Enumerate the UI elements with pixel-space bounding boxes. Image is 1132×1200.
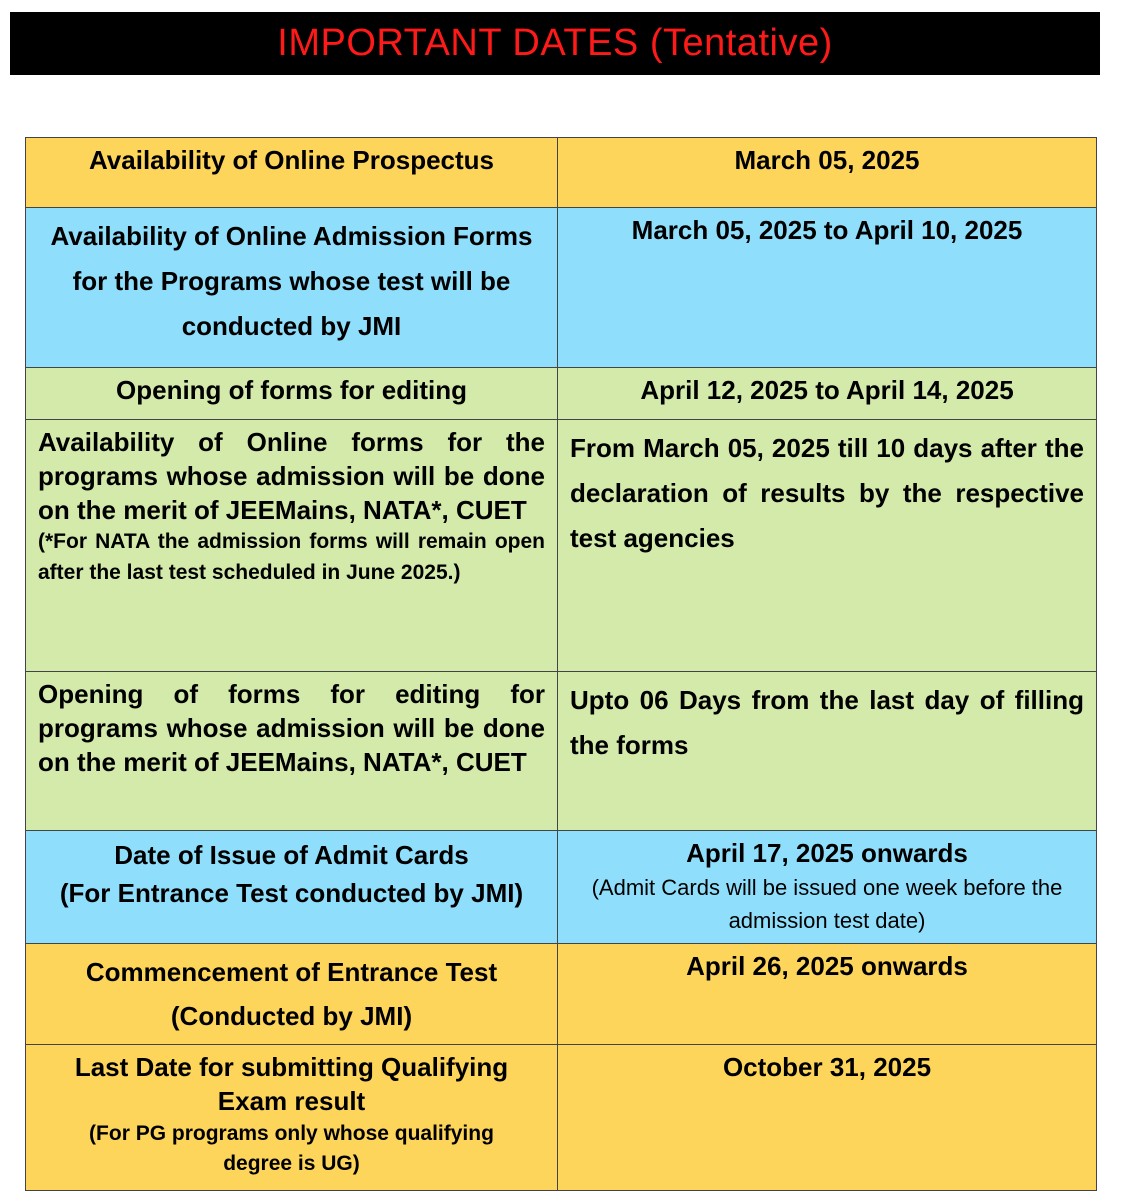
date-cell: March 05, 2025 <box>558 138 1097 208</box>
event-cell: Availability of Online Admission Forms for the Programs whose test will be conducted by JMI <box>26 208 558 368</box>
event-cell: Availability of Online Prospectus <box>26 138 558 208</box>
event-cell: Last Date for submitting Qualifying Exam result (For PG programs only whose qualifying degree is UG) <box>26 1045 558 1191</box>
page-title: IMPORTANT DATES (Tentative) <box>277 22 833 64</box>
event-cell: Commencement of Entrance Test (Conducted by JMI) <box>26 943 558 1044</box>
important-dates-table <box>25 137 1097 1191</box>
table-row <box>26 208 1097 368</box>
date-cell: April 12, 2025 to April 14, 2025 <box>558 368 1097 420</box>
date-cell: From March 05, 2025 till 10 days after the declaration of results by the respective test agencies <box>558 420 1097 672</box>
event-note: (For PG programs only whose qualifying degree is UG) <box>89 1121 494 1176</box>
table-row <box>26 138 1097 208</box>
date-cell: April 26, 2025 onwards <box>558 943 1097 1044</box>
event-cell: Availability of Online forms for the programs whose admission will be done on the merit of JEEMains, NATA*, CUET (*For NATA the admission forms will remain open after the last test scheduled in June 2025.) <box>26 420 558 672</box>
event-cell: Opening of forms for editing for programs whose admission will be done on the merit of JEEMains, NATA*, CUET <box>26 672 558 831</box>
event-cell: Opening of forms for editing <box>26 368 558 420</box>
event-subtext: (For Entrance Test conducted by JMI) <box>59 877 524 908</box>
table-row <box>26 1045 1097 1191</box>
table-row <box>26 943 1097 1044</box>
date-cell: October 31, 2025 <box>558 1045 1097 1191</box>
date-cell: March 05, 2025 to April 10, 2025 <box>558 208 1097 368</box>
date-cell: April 17, 2025 onwards (Admit Cards will be issued one week before the admission test date) <box>558 831 1097 944</box>
event-subtext: (Conducted by JMI) <box>170 1000 413 1031</box>
table-row <box>26 420 1097 672</box>
event-cell: Date of Issue of Admit Cards (For Entrance Test conducted by JMI) <box>26 831 558 944</box>
date-cell: Upto 06 Days from the last day of filling the forms <box>558 672 1097 831</box>
title-banner <box>10 12 1100 75</box>
table-row <box>26 672 1097 831</box>
date-note: (Admit Cards will be issued one week before the admission test date) <box>591 874 1063 933</box>
table-row <box>26 831 1097 944</box>
event-note: (*For NATA the admission forms will remain open after the last test scheduled in June 2025.) <box>38 530 545 584</box>
table-row <box>26 368 1097 420</box>
